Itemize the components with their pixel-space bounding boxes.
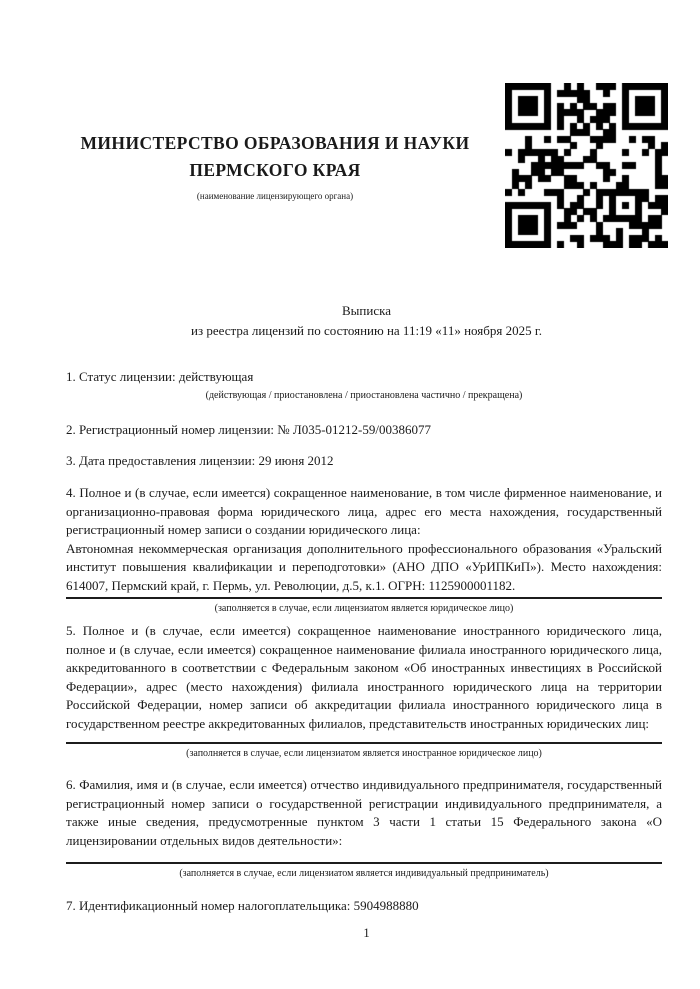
item-registration-number: [66, 421, 662, 439]
page-number: 1: [363, 926, 370, 940]
document-subtitle: из реестра лицензий по состоянию на 11:19 «11» ноября 2025 г.: [191, 323, 542, 338]
taxpayer-number-text: 7. Идентификационный номер налогоплательщика: 5904988880: [66, 898, 419, 913]
registration-number-text: 2. Регистрационный номер лицензии: № Л035-01212-59/00386077: [66, 422, 432, 437]
individual-entrepreneur-fill-line: [66, 862, 662, 864]
license-status-text: 1. Статус лицензии: действующая: [66, 369, 254, 384]
foreign-entity-label: 5. Полное и (в случае, если имеется) сокращенное наименование иностранного юридического лица, полное и (в случае, если имеется) сокращенное наименование филиала иностранного юридического лица, аккредитованного в соответствии с Федеральным законом «Об иностранных инвестициях в Российской Федерации», адрес (место нахождения) филиала иностранного юридического лица на территории Российской Федерации, номер записи об аккредитации филиала иностранного юридического лица в государственном реестре аккредитованных филиалов, представительств иностранных юридических лиц:: [66, 623, 662, 731]
license-date-text: 3. Дата предоставления лицензии: 29 июня 2012: [66, 453, 334, 468]
item-license-status: [66, 368, 662, 402]
document-title-block: [65, 301, 668, 341]
individual-entrepreneur-label: 6. Фамилия, имя и (в случае, если имеется) отчество индивидуального предпринимателя, государственный регистрационный номер записи о государственной регистрации индивидуального предпринимателя, а также иные сведения, предусмотренные пунктом 3 части 1 статьи 15 Федерального закона «О лицензировании отдельных видов деятельности»:: [66, 777, 662, 848]
authority-caption: (наименование лицензирующего органа): [196, 191, 354, 201]
licensing-authority-header: [63, 130, 487, 202]
item-legal-entity: [66, 484, 662, 615]
foreign-entity-caption: (заполняется в случае, если лицензиатом является иностранное юридическое лицо): [186, 748, 542, 759]
item-taxpayer-number: [66, 897, 662, 915]
legal-entity-caption: (заполняется в случае, если лицензиатом является юридическое лицо): [214, 603, 514, 614]
item-individual-entrepreneur: [66, 776, 662, 880]
item-foreign-entity: [66, 622, 662, 760]
legal-entity-value: Автономная некоммерческая организация дополнительного профессионального образования «Уральский институт повышения квалификации и переподготовки» (АНО ДПО «УрИПКиП»). Место нахождения: 614007, Пермский край, г. Пермь, ул. Революции, д.5, к.1. ОГРН: 1125900001182.: [66, 540, 662, 600]
foreign-entity-fill-line: [66, 742, 662, 744]
ministry-name-line2: ПЕРМСКОГО КРАЯ: [189, 160, 361, 180]
individual-entrepreneur-caption: (заполняется в случае, если лицензиатом является индивидуальный предприниматель): [179, 868, 549, 879]
document-title: Выписка: [342, 303, 391, 318]
qr-code-icon: [505, 83, 668, 248]
ministry-name-line1: МИНИСТЕРСТВО ОБРАЗОВАНИЯ И НАУКИ: [80, 133, 470, 153]
item-license-date: [66, 452, 662, 470]
legal-entity-label: 4. Полное и (в случае, если имеется) сокращенное наименование, в том числе фирменное наименование, и организационно-правовая форма юридического лица, адрес его места нахождения, государственный регистрационный номер записи о создании юридического лица:: [66, 485, 662, 537]
license-status-caption: (действующая / приостановлена / приостановлена частично / прекращена): [205, 390, 523, 401]
